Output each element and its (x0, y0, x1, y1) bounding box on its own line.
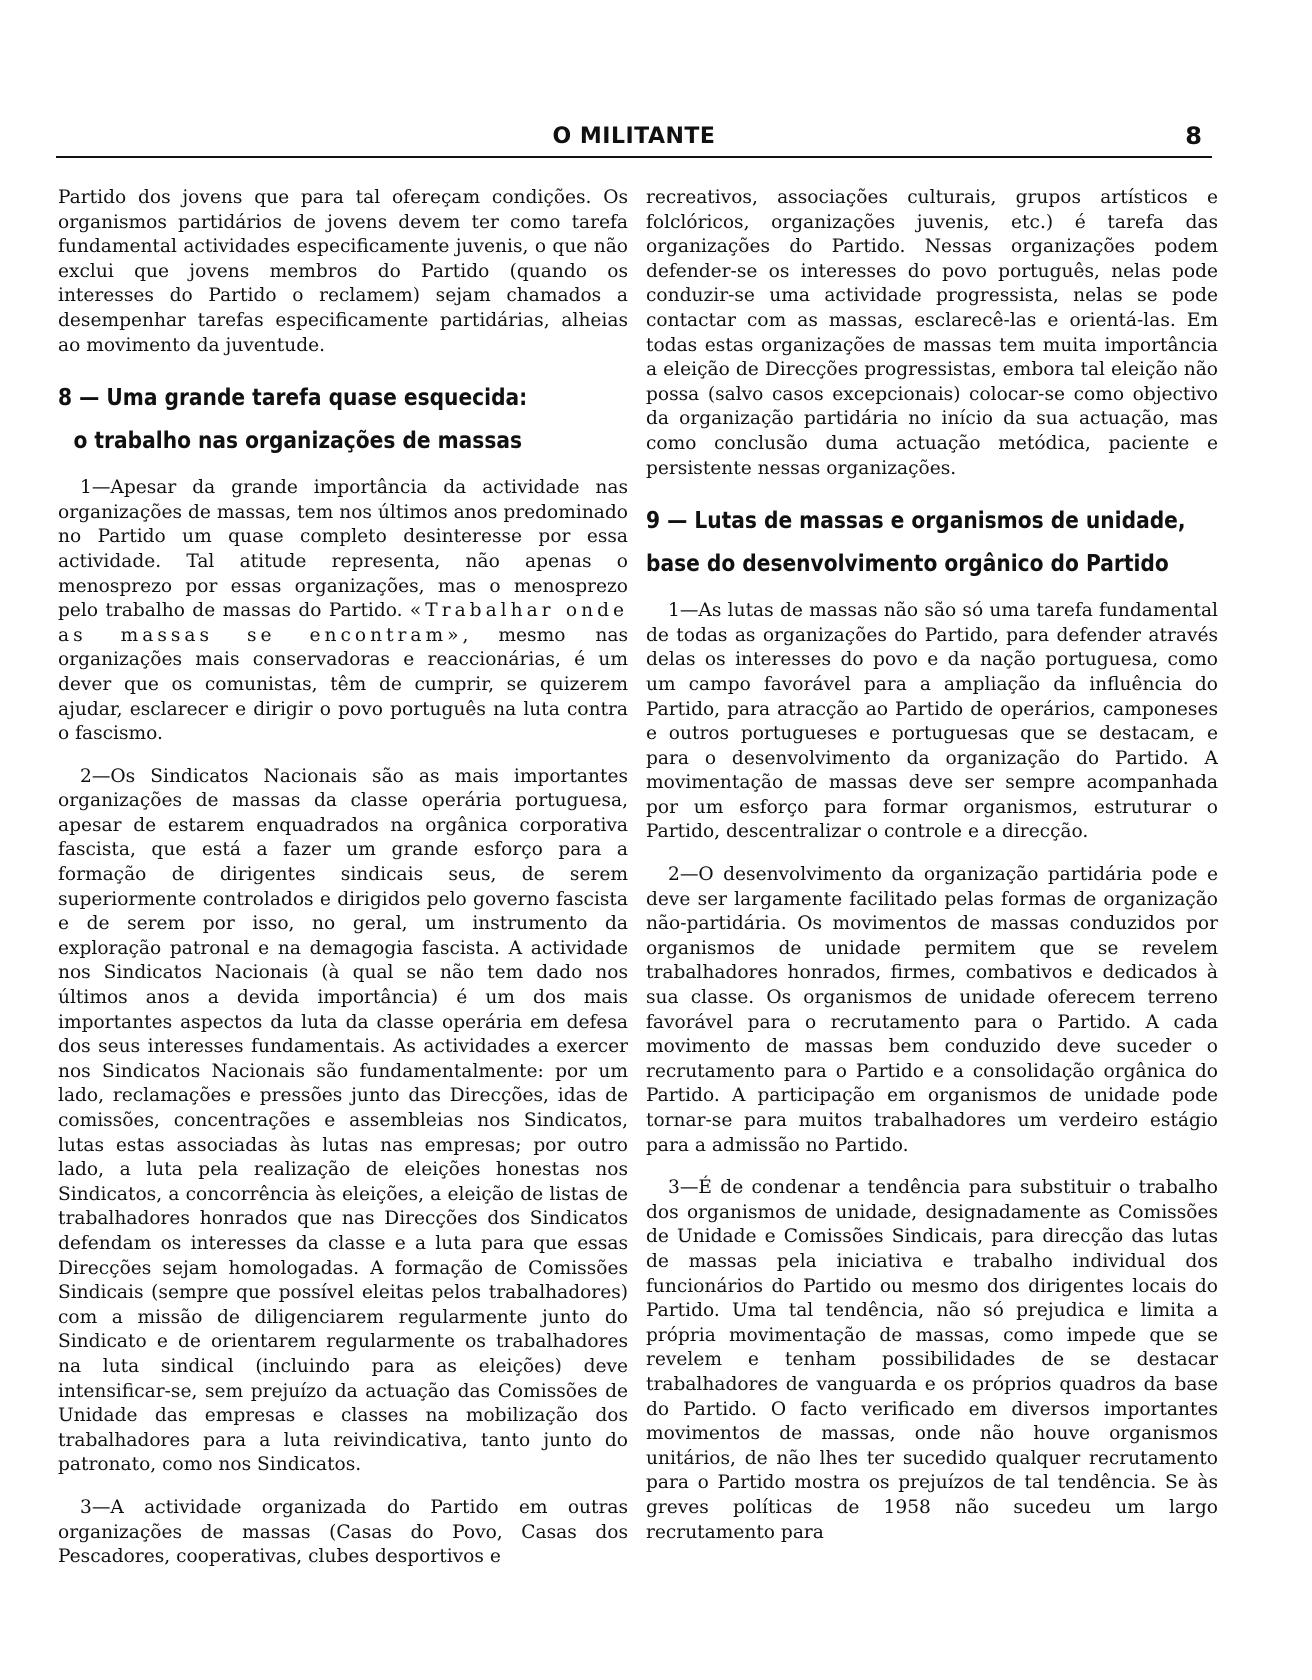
paragraph-8-3: 3—A actividade organizada do Partido em outras organizações de massas (Casas do Povo, Casas dos Pescadores, cooperativas, clubes desportivos e (58, 1496, 628, 1568)
paragraph-8-2: 2—Os Sindicatos Nacionais são as mais importantes organizações de massas da classe operária portuguesa, apesar de estarem enquadrados na orgânica corporativa fascista, que está a fazer um grande esforço para a formação de dirigentes sindicais seus, de serem superiormente controlados e dirigidos pelo governo fascista e de serem por isso, no geral, um instrumento da exploração patronal e na demagogia fascista. A actividade nos Sindicatos Nacionais (à qual se não tem dado nos últimos anos a devida importância) é um dos mais importantes aspectos da luta da classe operária em defesa dos seus interesses fundamentais. As actividades a exercer nos Sindicatos Nacionais são fundamentalmente: por um lado, reclamações e pressões junto das Direcções, idas de comissões, concentrações e assembleias nos Sindicatos, lutas estas associadas às lutas nas empresas; por outro lado, a luta pela realização de eleições honestas nos Sindicatos, a concorrência às eleições, a eleição de listas de trabalhadores honrados que nas Direcções dos Sindicatos defendam os interesses da classe e a luta para que essas Direcções sejam homologadas. A formação de Comissões Sindicais (sempre que possível eleitas pelos trabalhadores) com a missão de diligenciarem regularmente junto do Sindicato e de orientarem regularmente os trabalhadores na luta sindical (incluindo para as eleições) deve intensificar-se, sem prejuízo da actuação das Comissões de Unidade das empresas e classes na mobilização dos trabalhadores para a luta reivindicativa, tanto junto do patronato, como nos Sindicatos. (58, 765, 628, 1476)
heading-line: 9 — Lutas de massas e organismos de unidade, (646, 506, 1186, 535)
paragraph-8-1 (58, 476, 628, 747)
paragraph-9-3: 3—É de condenar a tendência para substituir o trabalho dos organismos de unidade, designadamente as Comissões de Unidade e Comissões Sindicais, para direcção das lutas de massas pela iniciativa e trabalho individual dos funcionários do Partido ou mesmo dos dirigentes locais do Partido. Uma tal tendência, não só prejudica e limita a própria movimentação de massas, como impede que se revelem e tenham possibilidades de se destacar trabalhadores de vanguarda e os próprios quadros da base do Partido. O facto verificado em diversos importantes movimentos de massas, onde não houve organismos unitários, de não lhes ter sucedido qualquer recrutamento para o Partido mostra os prejuízos de tal tendência. Se às greves políticas de 1958 não sucedeu um largo recrutamento para (646, 1177, 1218, 1543)
page-number: 8 (1185, 122, 1202, 150)
page-header (56, 120, 1212, 158)
heading-line: base do desenvolvimento orgânico do Partido (646, 549, 1169, 578)
heading-line: 8 — Uma grande tarefa quase esquecida: (58, 383, 528, 412)
quoted-slogan: «Trabalhar onde as massas se encontram» (58, 600, 628, 646)
paragraph-intro: Partido dos jovens que para tal ofereçam condições. Os organismos partidários de jovens devem ter como tarefa fundamental actividades especificamente juvenis, o que não exclui que jovens membros do Partido (quando os interesses do Partido o reclamem) sejam chamados a desempenhar tarefas especificamente partidárias, alheias ao movimento da juventude. (58, 187, 628, 356)
heading-line: o trabalho nas organizações de massas (73, 426, 523, 455)
right-column (646, 186, 1218, 1666)
left-column (58, 186, 628, 1666)
paragraph-text: , mesmo nas organizações mais conservadoras e reaccionárias, é um dever que os comunistas, têm de cumprir, se quizerem ajudar, esclarecer e dirigir o povo português na luta contra o fascismo. (58, 624, 628, 745)
publication-title: O MILITANTE (552, 124, 716, 149)
section-heading-8 (58, 376, 548, 462)
paragraph-8-3-continued: recreativos, associações culturais, grupos artísticos e folclóricos, organizações juvenis, etc.) é tarefa das organizações do Partido. Nessas organizações podem defender-se os interesses do povo português, nelas pode conduzir-se uma actividade progressista, nelas se pode contactar com as massas, esclarecê-las e orientá-las. Em todas estas organizações de massas tem muita importância a eleição de Direcções progressistas, embora tal eleição não possa (salvo casos excepcionais) colocar-se como objectivo da organização partidária no início da sua actuação, mas como conclusão duma actuação metódica, paciente e persistente nessas organizações. (646, 187, 1218, 479)
paragraph-9-1: 1—As lutas de massas não são só uma tarefa fundamental de todas as organizações do Partido, para defender através delas os interesses do povo e da nação portuguesa, como um campo favorável para a ampliação da influência do Partido, para atracção ao Partido de operários, camponeses e outros portugueses e portuguesas que se destacam, e para o desenvolvimento da organização do Partido. A movimentação de massas deve ser sempre acompanhada por um esforço para formar organismos, estruturar o Partido, descentralizar o controle e a direcção. (646, 600, 1218, 843)
section-heading-9 (646, 499, 1186, 585)
paragraph-text: 1—Apesar da grande importância da actividade nas organizações de massas, tem nos últimos anos predominado no Partido um quase completo desinteresse por essa actividade. Tal atitude representa, não apenas o menosprezo por essas organizações, mas o menosprezo pelo trabalho de massas do Partido. (58, 477, 628, 622)
paragraph-9-2: 2—O desenvolvimento da organização partidária pode e deve ser largamente facilitado pelas formas de organização não-partidária. Os movimentos de massas conduzidos por organismos de unidade permitem que se revelem trabalhadores honrados, firmes, combativos e dedicados à sua classe. Os organismos de unidade oferecem terreno favorável para o recrutamento para o Partido. A cada movimento de massas bem conduzido deve suceder o recrutamento para o Partido e a consolidação orgânica do Partido. A participação em organismos de unidade pode tornar-se para muitos trabalhadores um verdeiro estágio para a admissão no Partido. (646, 864, 1218, 1156)
